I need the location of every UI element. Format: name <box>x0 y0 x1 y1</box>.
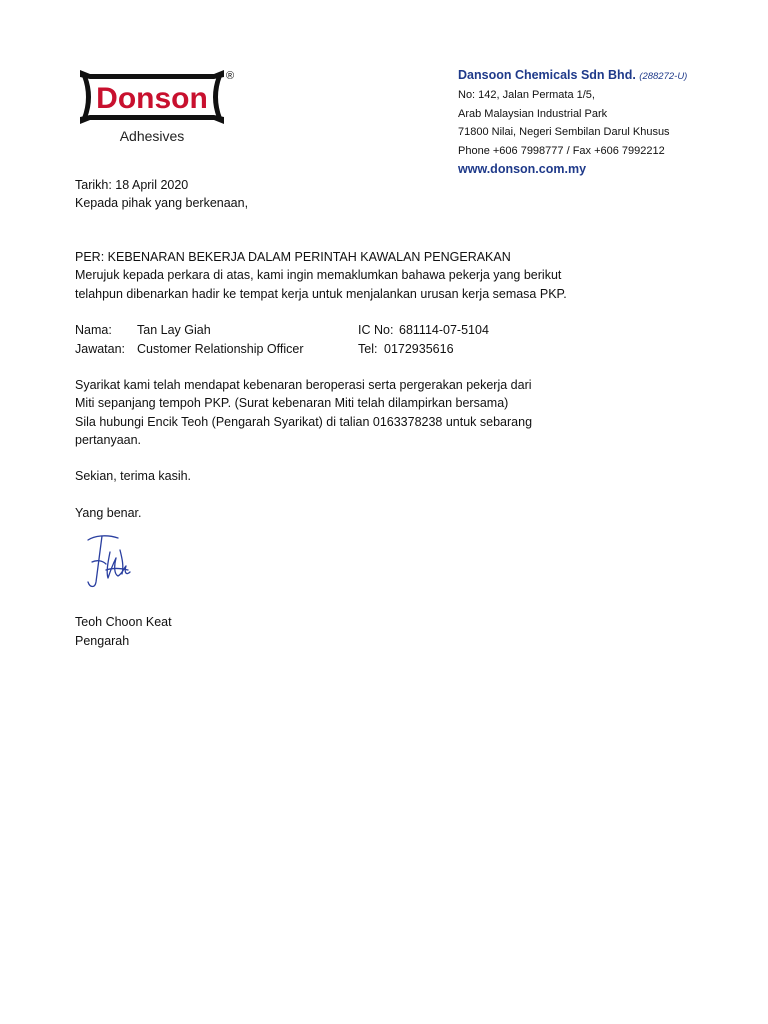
name-value: Tan Lay Giah <box>137 323 211 337</box>
company-name-row <box>458 66 758 86</box>
position-value: Customer Relationship Officer <box>137 342 304 356</box>
ic-label: IC No: <box>358 323 394 337</box>
letter-intro-line-2: telahpun dibenarkan hadir ke tempat kerja untuk menjalankan urusan kerja semasa PKP. <box>75 287 567 301</box>
phone-fax: Phone +606 7998777 / Fax +606 7992212 <box>458 144 665 157</box>
logo-tagline: Adhesives <box>119 128 185 144</box>
position-label: Jawatan: <box>75 342 126 356</box>
body-line-2: Miti sepanjang tempoh PKP. (Surat kebenaran Miti telah dilampirkan bersama) <box>75 396 509 410</box>
tel-value: 0172935616 <box>384 342 454 356</box>
letter-subject: PER: KEBENARAN BEKERJA DALAM PERINTAH KAWALAN PENGERAKAN <box>75 250 511 264</box>
signatory-title: Pengarah <box>75 634 130 648</box>
body-line-1: Syarikat kami telah mendapat kebenaran beroperasi serta pergerakan pekerja dari <box>75 378 532 392</box>
address-line-3: 71800 Nilai, Negeri Sembilan Darul Khusus <box>458 126 670 138</box>
signature-graphic <box>76 522 158 610</box>
signature <box>76 522 158 610</box>
body-line-3: Sila hubungi Encik Teoh (Pengarah Syarikat) di talian 0163378238 untuk sebarang <box>75 415 533 429</box>
website-link[interactable]: www.donson.com.my <box>458 162 587 176</box>
closing-text: Sekian, terima kasih. <box>75 469 192 483</box>
name-label: Nama: <box>75 323 112 337</box>
letter-salutation: Kepada pihak yang berkenaan, <box>75 196 249 210</box>
company-reg-no: (288272-U) <box>639 71 688 82</box>
body-line-4: pertanyaan. <box>75 433 142 447</box>
donson-logo-graphic <box>76 62 242 148</box>
address-line-2: Arab Malaysian Industrial Park <box>458 107 608 120</box>
letter-date: Tarikh: 18 April 2020 <box>75 178 189 192</box>
signatory-name: Teoh Choon Keat <box>75 615 172 629</box>
ic-value: 681114-07-5104 <box>399 323 489 337</box>
registered-mark: ® <box>226 70 235 82</box>
company-header <box>458 66 758 178</box>
company-logo <box>76 62 242 148</box>
company-name: Dansoon Chemicals Sdn Bhd. <box>458 68 636 82</box>
logo-brand-text: Donson <box>96 82 208 115</box>
address-line-1: No: 142, Jalan Permata 1/5, <box>458 89 595 101</box>
letter-intro-line-1: Merujuk kepada perkara di atas, kami ingin memaklumkan bahawa pekerja yang berikut <box>75 268 562 282</box>
sign-off: Yang benar. <box>75 506 142 520</box>
tel-label: Tel: <box>358 342 378 356</box>
